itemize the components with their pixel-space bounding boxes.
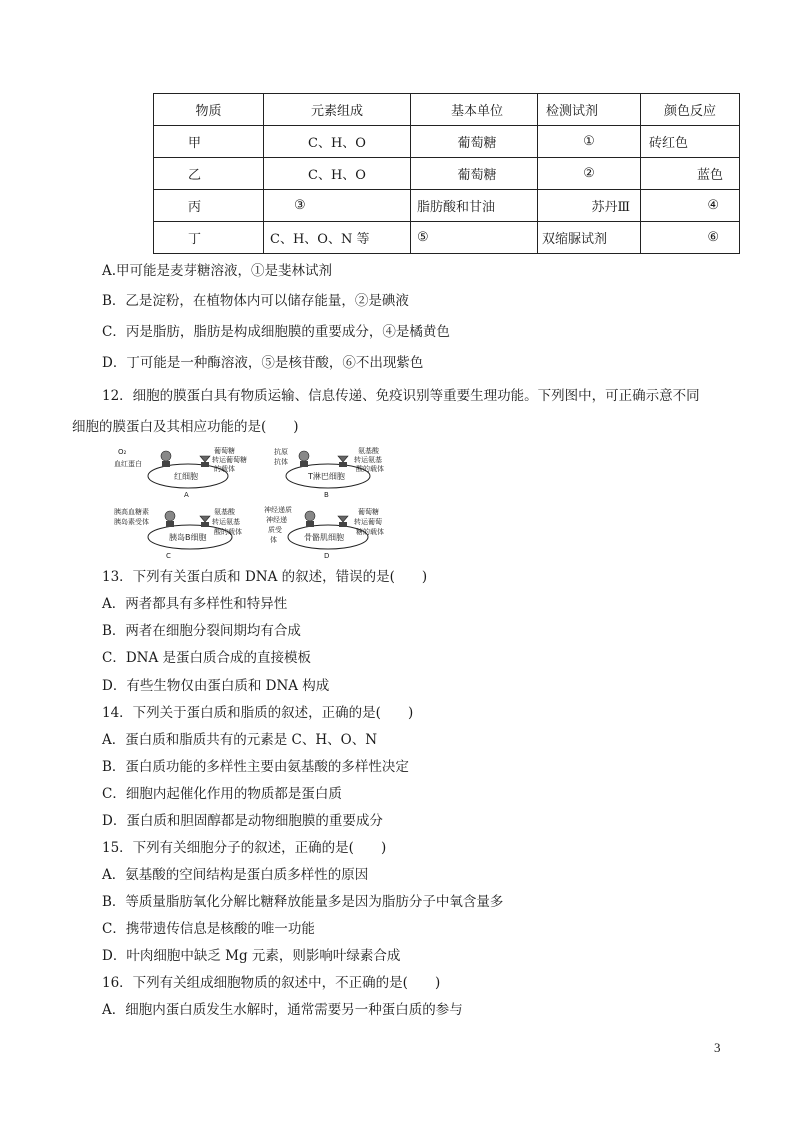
panel-c-receptor	[166, 521, 174, 527]
panel-a-receptor	[162, 461, 170, 467]
panel-c-right-label-1: 氨基酸	[214, 508, 235, 516]
table-cell: ②	[538, 158, 641, 190]
reagent-table	[153, 93, 740, 254]
page-number: 3	[714, 1040, 721, 1055]
table-cell: ④	[641, 190, 740, 222]
panel-c-right-label-3: 酸的载体	[214, 528, 242, 536]
table-cell: C、H、O	[264, 158, 411, 190]
table-cell: ①	[538, 126, 641, 158]
panel-b-receptor	[300, 461, 308, 467]
panel-d-cell-label: 骨骼肌细胞	[304, 533, 344, 542]
panel-d-receptor	[306, 521, 314, 527]
panel-a-carrier	[201, 462, 209, 467]
table-row	[154, 190, 740, 222]
q12-stem-line1: 12．细胞的膜蛋白具有物质运输、信息传递、免疫识别等重要生理功能。下列图中，可正确示意不同	[102, 388, 700, 404]
panel-b-right-label-1: 氨基酸	[358, 447, 379, 455]
panel-a-right-label-1: 葡萄糖	[214, 447, 235, 455]
panel-d-letter: D	[324, 552, 330, 560]
q14-option-b: B．蛋白质功能的多样性主要由氨基酸的多样性决定	[102, 759, 409, 775]
table-cell: C、H、O	[264, 126, 411, 158]
table-header-cell: 基本单位	[411, 94, 538, 126]
panel-d-carrier-triangle	[338, 516, 348, 522]
q15-option-b: B．等质量脂肪氧化分解比糖释放能量多是因为脂肪分子中氧含量多	[102, 894, 504, 910]
panel-c-left-label-2: 胰岛素受体	[114, 518, 149, 526]
panel-d-left-label-3: 质受	[268, 526, 282, 534]
panel-d-ligand-circle	[305, 511, 315, 521]
table-cell: 双缩脲试剂	[538, 222, 641, 254]
panel-c-right-label-2: 转运氨基	[212, 518, 240, 526]
panel-a-left-label-1: O₂	[118, 448, 127, 456]
table-cell: 葡萄糖	[411, 158, 538, 190]
panel-d-left-label-4: 体	[270, 536, 277, 544]
table-row	[154, 126, 740, 158]
table-cell: 葡萄糖	[411, 126, 538, 158]
panel-c-carrier	[201, 522, 209, 527]
table-cell: 丙	[154, 190, 264, 222]
panel-d-left-label-1: 神经递质	[264, 506, 292, 514]
q12-stem-line2: 细胞的膜蛋白及其相应功能的是( )	[72, 419, 299, 435]
panel-c-carrier-triangle	[200, 516, 210, 522]
panel-a-left-label-2: 血红蛋白	[114, 460, 142, 468]
panel-a-right-label-2: 转运葡萄糖	[212, 456, 247, 464]
panel-c	[114, 507, 242, 560]
panel-b-carrier	[339, 462, 347, 467]
table-cell: 砖红色	[641, 126, 740, 158]
table-cell: 乙	[154, 158, 264, 190]
panel-a-cell-label: 红细胞	[174, 472, 198, 481]
panel-c-left-label-1: 胰高血糖素	[114, 508, 149, 516]
table-cell: ⑥	[641, 222, 740, 254]
q15-option-d: D．叶肉细胞中缺乏 Mg 元素，则影响叶绿素合成	[102, 948, 401, 964]
panel-d-left-label-2: 神经递	[266, 516, 287, 524]
panel-a-ligand-circle	[161, 451, 171, 461]
panel-c-letter: C	[166, 552, 171, 560]
panel-b-letter: B	[324, 491, 329, 499]
q13-stem: 13．下列有关蛋白质和 DNA 的叙述，错误的是( )	[102, 569, 428, 585]
q13-option-d: D．有些生物仅由蛋白质和 DNA 构成	[102, 678, 330, 694]
table-header-cell: 颜色反应	[641, 94, 740, 126]
table-row	[154, 222, 740, 254]
q16-option-a: A．细胞内蛋白质发生水解时，通常需要另一种蛋白质的参与	[102, 1002, 463, 1018]
q16-stem: 16．下列有关组成细胞物质的叙述中，不正确的是( )	[102, 975, 441, 991]
panel-b-right-label-3: 酸的载体	[356, 465, 384, 473]
q11-option-c: C．丙是脂肪，脂肪是构成细胞膜的重要成分，④是橘黄色	[102, 324, 450, 340]
panel-a	[114, 446, 247, 499]
q15-stem: 15．下列有关细胞分子的叙述，正确的是( )	[102, 840, 387, 856]
q14-option-a: A．蛋白质和脂质共有的元素是 C、H、O、N	[102, 732, 378, 748]
table-cell: 苏丹Ⅲ	[538, 190, 641, 222]
table-header-row	[154, 94, 740, 126]
table-cell: 脂肪酸和甘油	[411, 190, 538, 222]
panel-b	[274, 446, 384, 499]
panel-a-right-label-3: 的载体	[214, 465, 235, 473]
table-header-cell: 元素组成	[264, 94, 411, 126]
q13-option-c: C．DNA 是蛋白质合成的直接模板	[102, 650, 312, 666]
panel-a-carrier-triangle	[200, 456, 210, 462]
q13-option-b: B．两者在细胞分裂间期均有合成	[102, 623, 301, 639]
table-cell: C、H、O、N 等	[264, 222, 411, 254]
panel-c-ligand-circle	[165, 511, 175, 521]
panel-b-left-label-1: 抗原	[274, 448, 288, 456]
panel-d-right-label-2: 转运葡萄	[354, 518, 382, 526]
q14-option-d: D．蛋白质和胆固醇都是动物细胞膜的重要成分	[102, 813, 383, 829]
panel-b-cell-label: T淋巴细胞	[308, 472, 345, 481]
table-cell: ⑤	[411, 222, 538, 254]
panel-b-carrier-triangle	[338, 456, 348, 462]
panel-d-right-label-3: 糖的载体	[356, 528, 384, 536]
panel-b-ligand-circle	[299, 451, 309, 461]
panel-b-left-label-2: 抗体	[274, 458, 288, 466]
table-cell: 蓝色	[641, 158, 740, 190]
panel-b-right-label-2: 转运氨基	[354, 456, 382, 464]
panel-a-letter: A	[184, 491, 189, 499]
q14-option-c: C．细胞内起催化作用的物质都是蛋白质	[102, 786, 342, 802]
table-cell: ③	[264, 190, 411, 222]
q11-option-d: D．丁可能是一种酶溶液，⑤是核苷酸，⑥不出现紫色	[102, 355, 424, 371]
panel-d-right-label-1: 葡萄糖	[358, 508, 379, 516]
table-header-cell: 物质	[154, 94, 264, 126]
panel-c-cell-label: 胰岛B细胞	[169, 533, 207, 542]
q15-option-a: A．氨基酸的空间结构是蛋白质多样性的原因	[102, 867, 369, 883]
panel-d-carrier	[339, 522, 347, 527]
q14-stem: 14．下列关于蛋白质和脂质的叙述，正确的是( )	[102, 705, 414, 721]
table-cell: 丁	[154, 222, 264, 254]
q11-option-b: B．乙是淀粉，在植物体内可以储存能量，②是碘液	[102, 293, 409, 309]
q11-option-a: A.甲可能是麦芽糖溶液，①是斐林试剂	[102, 263, 333, 279]
q15-option-c: C．携带遗传信息是核酸的唯一功能	[102, 921, 315, 937]
table-row	[154, 158, 740, 190]
panel-d	[264, 505, 384, 560]
q13-option-a: A．两者都具有多样性和特异性	[102, 596, 288, 612]
membrane-protein-diagram	[114, 444, 414, 564]
table-header-cell: 检测试剂	[538, 94, 641, 126]
table-cell: 甲	[154, 126, 264, 158]
membrane-protein-figure	[114, 444, 414, 564]
